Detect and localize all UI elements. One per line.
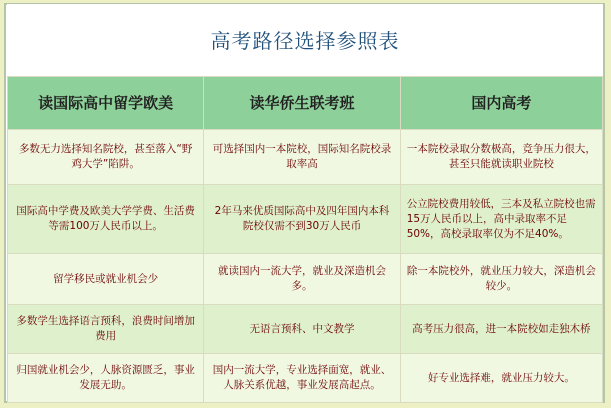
table-row xyxy=(8,185,603,254)
table-cell: 2年马来优质国际高中及四年国内本科院校仅需不到30万人民币 xyxy=(204,185,400,254)
table-cell: 就读国内一流大学，就业及深造机会多。 xyxy=(204,254,400,305)
table-row xyxy=(8,254,603,305)
table-row xyxy=(8,354,603,403)
table-cell: 留学移民或就业机会少 xyxy=(8,254,204,305)
header-row xyxy=(8,77,603,130)
table-cell: 好专业选择难，就业压力较大。 xyxy=(400,354,602,403)
table-cell: 无语言预科、中文教学 xyxy=(204,305,400,354)
table-cell: 多数无力选择知名院校，甚至落入“野鸡大学”陷阱。 xyxy=(8,130,204,185)
table-cell: 多数学生选择语言预科，浪费时间增加费用 xyxy=(8,305,204,354)
column-header: 读华侨生联考班 xyxy=(204,77,400,130)
table-cell: 归国就业机会少，人脉资源匮乏，事业发展无助。 xyxy=(8,354,204,403)
column-header: 国内高考 xyxy=(400,77,602,130)
table-cell: 公立院校费用较低，三本及私立院校也需15万人民币以上，高中录取率不足50%，高校录取率仅为不足40%。 xyxy=(400,185,602,254)
table-cell: 国内一流大学，专业选择面宽，就业、人脉关系优越，事业发展高起点。 xyxy=(204,354,400,403)
column-header: 读国际高中留学欧美 xyxy=(8,77,204,130)
table-cell: 可选择国内一本院校，国际知名院校录取率高 xyxy=(204,130,400,185)
table-row xyxy=(8,130,603,185)
title-bar xyxy=(7,4,603,74)
page-title: 高考路径选择参照表 xyxy=(210,28,400,53)
table-row xyxy=(8,305,603,354)
comparison-table xyxy=(7,76,603,403)
table-cell: 国际高中学费及欧美大学学费、生活费等需100万人民币以上。 xyxy=(8,185,204,254)
table-cell: 高考压力很高，进一本院校如走独木桥 xyxy=(400,305,602,354)
table-cell: 一本院校录取分数极高，竞争压力很大，甚至只能就读职业院校 xyxy=(400,130,602,185)
table-cell: 除一本院校外，就业压力较大，深造机会较少。 xyxy=(400,254,602,305)
